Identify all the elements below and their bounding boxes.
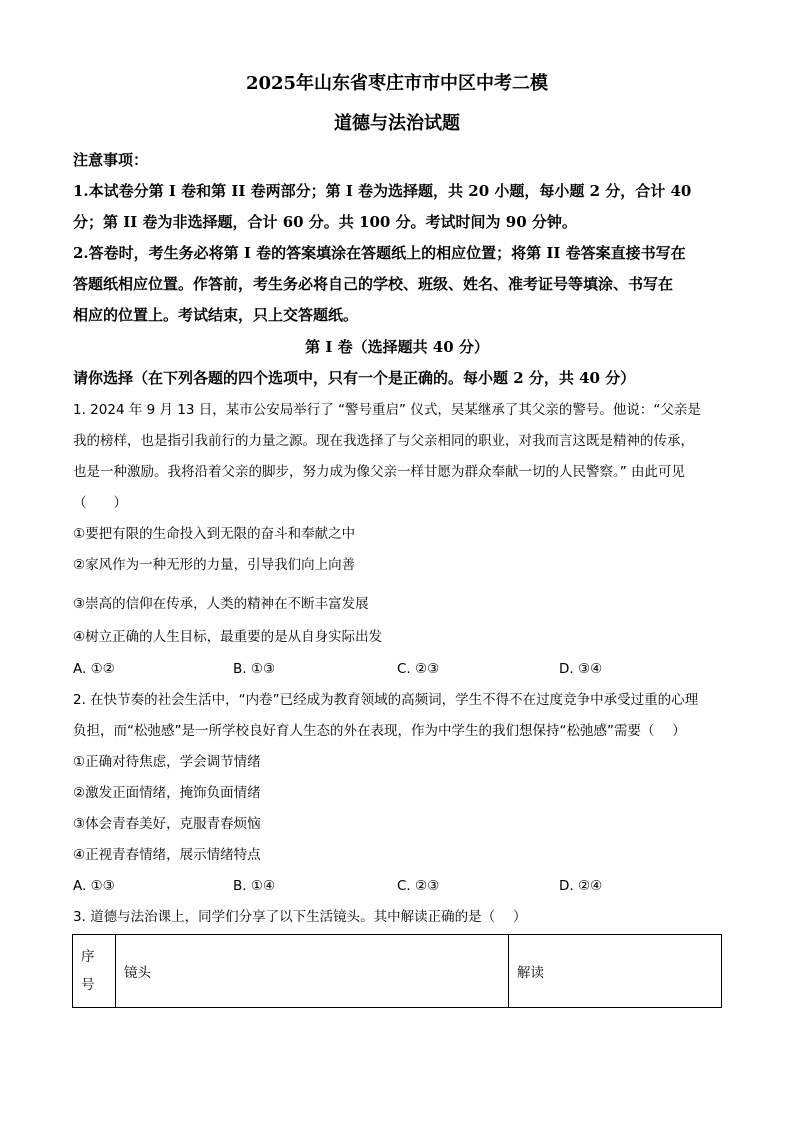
q1-stem-line: 1. 2024 年 9 月 13 日，某市公安局举行了 “警号重启” 仪式，吴某继承了其父亲的警号。他说：“父亲是 — [73, 402, 701, 418]
q2-option-a: A. ①③ — [73, 878, 115, 894]
notice-line: 相应的位置上。考试结束，只上交答题纸。 — [73, 306, 359, 324]
notice-line: 1.本试卷分第 I 卷和第 II 卷两部分；第 I 卷为选择题，共 20 小题，每小题 2 分，合计 40 — [73, 182, 692, 200]
notice-line: 2.答卷时，考生务必将第 I 卷的答案填涂在答题纸上的相应位置；将第 II 卷答案直接书写在 — [73, 244, 686, 262]
q2-statement: ③体会青春美好，克服青春烦恼 — [73, 816, 261, 832]
q2-statement: ①正确对待焦虑，学会调节情绪 — [73, 754, 261, 770]
q1-statement: ④树立正确的人生目标，最重要的是从自身实际出发 — [73, 629, 383, 645]
q2-statement: ④正视青春情绪，展示情绪特点 — [73, 847, 261, 863]
q1-statement: ①要把有限的生命投入到无限的奋斗和奉献之中 — [73, 526, 356, 542]
exam-subtitle: 道德与法治试题 — [334, 113, 460, 134]
table-header-interpret: 解读 — [509, 935, 722, 1008]
notice-line: 答题纸相应位置。作答前，考生务必将自己的学校、班级、姓名、准考证号等填涂、书写在 — [73, 275, 674, 293]
q1-option-a: A. ①② — [73, 661, 115, 677]
notice-heading: 注意事项： — [73, 151, 149, 169]
q1-option-b: B. ①③ — [233, 661, 276, 677]
q2-option-c: C. ②③ — [397, 878, 440, 894]
q3-table — [72, 934, 722, 1008]
q1-option-d: D. ③④ — [559, 661, 603, 677]
notice-line: 分；第 II 卷为非选择题，合计 60 分。共 100 分。考试时间为 90 分钟。 — [73, 213, 577, 231]
section-instruction: 请你选择（在下列各题的四个选项中，只有一个是正确的。每小题 2 分，共 40 分） — [73, 369, 636, 387]
q2-option-b: B. ①④ — [233, 878, 276, 894]
q2-option-d: D. ②④ — [559, 878, 603, 894]
q1-options — [73, 659, 723, 679]
q1-answer-blank: （ ） — [73, 495, 127, 511]
q1-statement: ③崇高的信仰在传承，人类的精神在不断丰富发展 — [73, 596, 369, 612]
q2-options — [73, 876, 723, 896]
table-header-seq — [73, 935, 116, 1008]
exam-title: 2025年山东省枣庄市市中区中考二模 — [245, 73, 549, 94]
section-title: 第 I 卷（选择题共 40 分） — [305, 338, 489, 356]
q1-option-c: C. ②③ — [397, 661, 440, 677]
table-header-seq-line: 序 — [81, 949, 95, 965]
q3-stem: 3. 道德与法治课上，同学们分享了以下生活镜头。其中解读正确的是（ ） — [73, 909, 527, 925]
q2-stem-line: 负担，而“松弛感”是一所学校良好育人生态的外在表现，作为中学生的我们想保持“松弛感”需要（ ） — [73, 723, 686, 739]
table-header-seq-line: 号 — [81, 977, 95, 993]
table-row — [73, 935, 722, 1008]
q2-statement: ②激发正面情绪，掩饰负面情绪 — [73, 785, 261, 801]
q1-stem-line: 我的榜样，也是指引我前行的力量之源。现在我选择了与父亲相同的职业，对我而言这既是精神的传承， — [73, 433, 694, 449]
q1-stem-line: 也是一种激励。我将沿着父亲的脚步，努力成为像父亲一样甘愿为群众奉献一切的人民警察。” 由此可见 — [73, 464, 686, 480]
q1-statement: ②家风作为一种无形的力量，引导我们向上向善 — [73, 557, 356, 573]
table-header-scene: 镜头 — [116, 935, 509, 1008]
q2-stem-line: 2. 在快节奏的社会生活中，“内卷”已经成为教育领域的高频词，学生不得不在过度竞争中承受过重的心理 — [73, 692, 699, 708]
